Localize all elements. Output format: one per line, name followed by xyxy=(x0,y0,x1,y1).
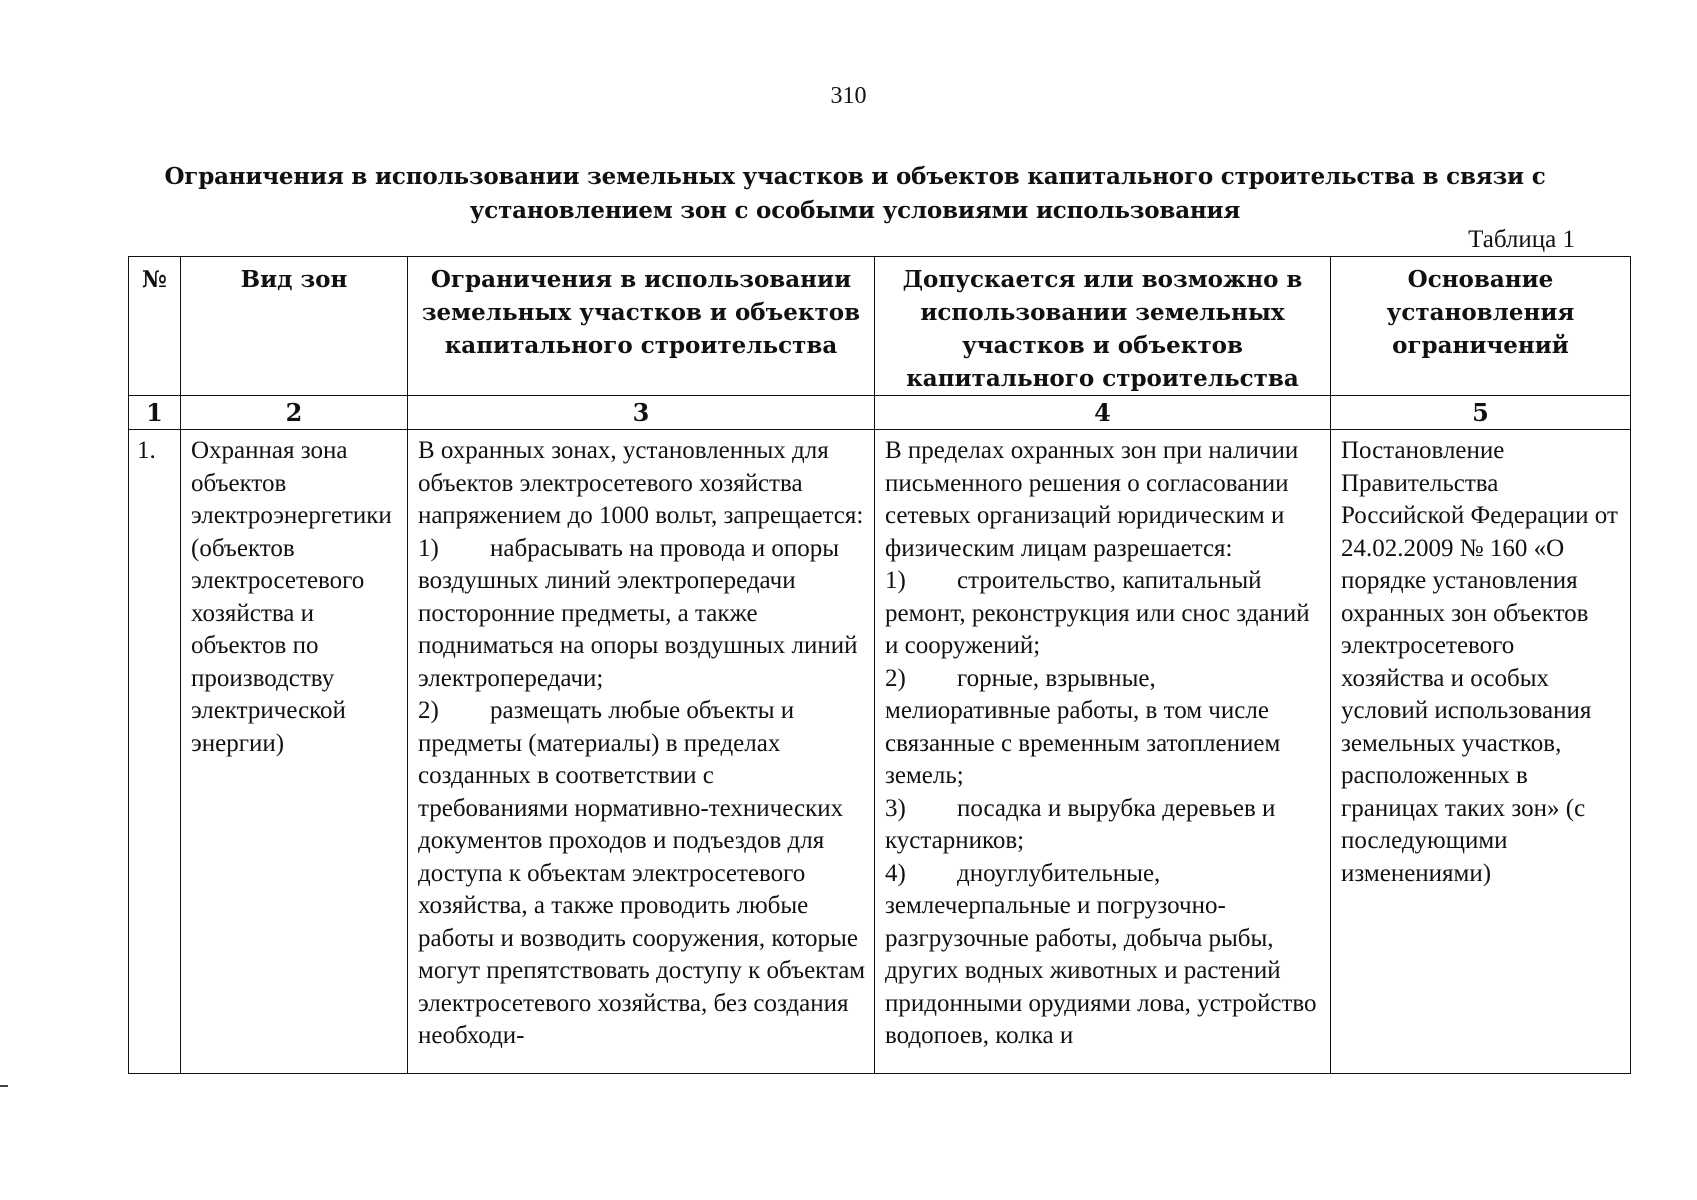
scan-edge-mark xyxy=(0,1085,8,1087)
restriction-item xyxy=(418,695,866,1053)
allowed-item xyxy=(885,663,1322,793)
header-zone-type: Вид зон xyxy=(181,257,408,396)
restrictions-table xyxy=(128,256,1631,1074)
table-row xyxy=(129,430,1631,1074)
item-number: 4) xyxy=(885,859,906,887)
item-text: дноуглубительные, землечерпальные и погрузочно-разгрузочные работы, добыча рыбы, других водных животных и растений придонными орудиями лова, устройство водопоев, колка и xyxy=(885,859,1317,1049)
header-basis: Основание установления ограничений xyxy=(1331,257,1631,396)
item-text: строительство, капитальный ремонт, реконструкция или снос зданий и сооружений; xyxy=(885,567,1310,659)
allowed-item xyxy=(885,793,1322,858)
column-number: 5 xyxy=(1331,396,1631,430)
item-text: размещать любые объекты и предметы (материалы) в пределах созданных в соответствии с требованиями нормативно-технических документов проходов и подъездов для доступа к объектам электросетевого хозяйства, а также проводить любые работы и возводить сооружения, которые могут препятствовать доступу к объектам электросетевого хозяйства, без создания необходи- xyxy=(418,697,866,1049)
restriction-item xyxy=(418,533,866,696)
column-number: 1 xyxy=(129,396,181,430)
restrictions-intro: В охранных зонах, установленных для объектов электросетевого хозяйства напряжением до 1000 вольт, запрещается: xyxy=(418,437,864,529)
item-number: 2) xyxy=(885,664,906,692)
table-label: Таблица 1 xyxy=(1468,226,1575,253)
column-number: 2 xyxy=(181,396,408,430)
basis-cell: Постановление Правительства Российской Федерации от 24.02.2009 № 160 «О порядке установления охранных зон объектов электросетевого хозяйства и особых условий использования земельных участков, расположенных в границах таких зон» (с последующими изменениями) xyxy=(1331,430,1631,1074)
document-title: Ограничения в использовании земельных участков и объектов капитального строительства в связи с установлением зон с особыми условиями использования xyxy=(164,163,1546,224)
allowed-intro: В пределах охранных зон при наличии письменного решения о согласовании сетевых организаций юридическим и физическим лицам разрешается: xyxy=(885,437,1299,562)
item-number: 1) xyxy=(418,534,439,562)
item-text: набрасывать на провода и опоры воздушных линий электропередачи посторонние предметы, а также подниматься на опоры воздушных линий электропередачи; xyxy=(418,534,858,692)
row-number-cell: 1. xyxy=(129,430,181,1074)
item-text: посадка и вырубка деревьев и кустарников; xyxy=(885,794,1276,854)
column-numbers-row xyxy=(129,396,1631,430)
allowed-item xyxy=(885,565,1322,663)
header-allowed: Допускается или возможно в использовании земельных участков и объектов капитального строительства xyxy=(875,257,1331,396)
item-number: 1) xyxy=(885,567,906,594)
header-restrictions: Ограничения в использовании земельных участков и объектов капитального строительства xyxy=(408,257,875,396)
column-number: 4 xyxy=(875,396,1331,430)
zone-type-cell: Охранная зона объектов электроэнергетики (объектов электросетевого хозяйства и объектов по производству электрической энергии) xyxy=(181,430,408,1074)
restrictions-cell xyxy=(408,430,875,1074)
header-row xyxy=(129,257,1631,396)
page-number: 310 xyxy=(830,83,867,109)
item-text: горные, взрывные, мелиоративные работы, в том числе связанные с временным затоплением земель; xyxy=(885,664,1281,789)
column-number: 3 xyxy=(408,396,875,430)
allowed-cell xyxy=(875,430,1331,1074)
header-number: № xyxy=(129,257,181,396)
allowed-item xyxy=(885,858,1322,1053)
item-number: 2) xyxy=(418,697,439,724)
item-number: 3) xyxy=(885,794,906,822)
